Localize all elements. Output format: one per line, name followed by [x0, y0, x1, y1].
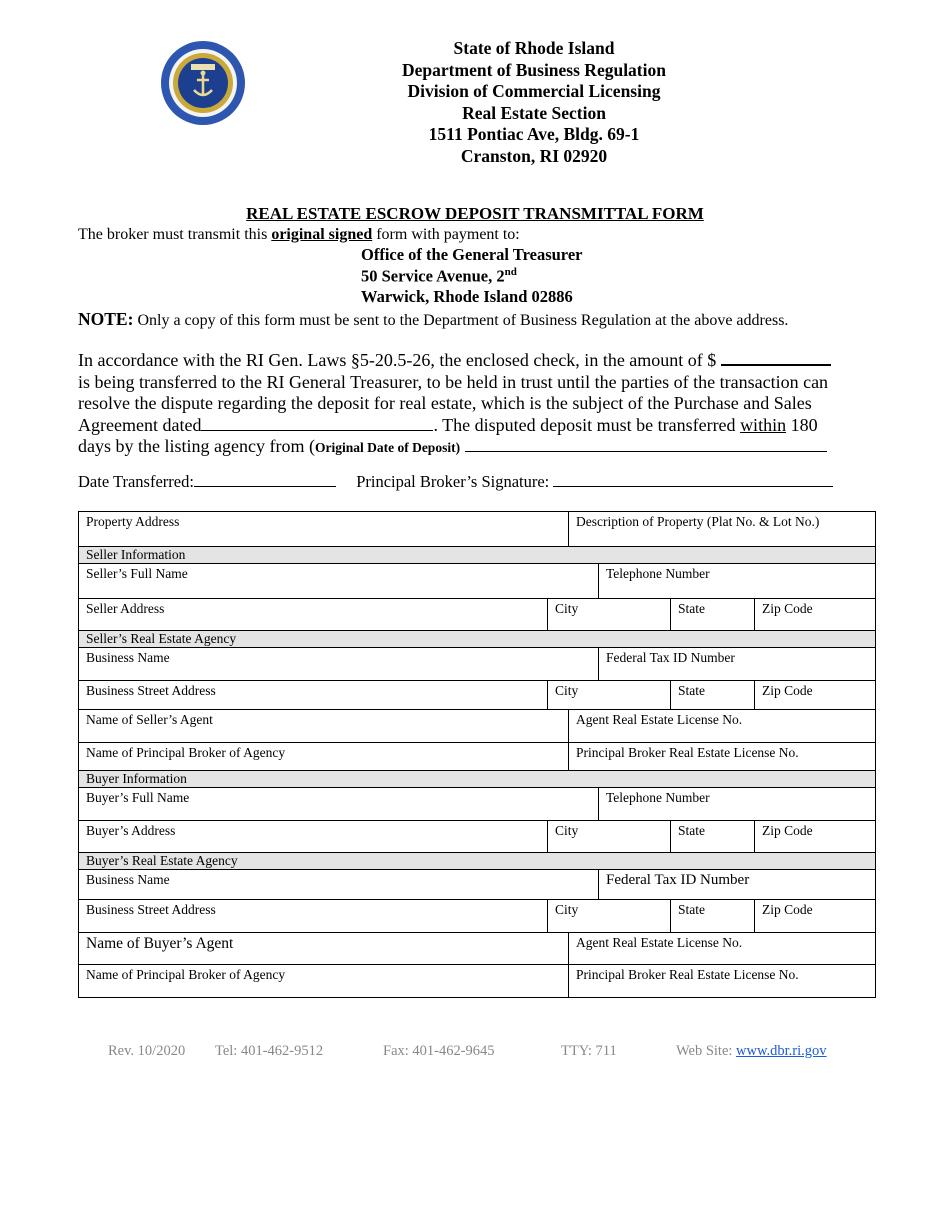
website-link[interactable]: www.dbr.ri.gov [736, 1043, 827, 1059]
seller-telephone-field[interactable] [599, 564, 876, 599]
dbr-seal-logo [160, 40, 246, 126]
buyer-agency-state-field[interactable] [671, 900, 755, 933]
buyer-name-field[interactable] [79, 788, 599, 821]
escrow-form-table [78, 511, 876, 998]
state-label: State [678, 902, 705, 917]
transmit-post: form with payment to: [372, 226, 520, 243]
header-line: 1511 Pontiac Ave, Bldg. 69-1 [428, 124, 640, 144]
business-street-label: Business Street Address [86, 683, 216, 698]
footer-fax: Fax: 401-462-9645 [383, 1043, 495, 1059]
seller-agent-license-field[interactable] [569, 710, 876, 743]
state-label: State [678, 683, 705, 698]
buyer-state-field[interactable] [671, 821, 755, 853]
buyer-fed-tax-field[interactable] [599, 870, 876, 900]
transmit-instruction [78, 226, 520, 244]
signature-row [78, 472, 833, 492]
payee-line2-text: 50 Service Avenue, 2 [361, 266, 505, 286]
header-line: Real Estate Section [462, 102, 606, 123]
date-transferred-label: Date Transferred: [78, 472, 194, 491]
principal-license-label: Principal Broker Real Estate License No. [576, 967, 799, 982]
footer-tel: Tel: 401-462-9512 [215, 1043, 324, 1059]
buyer-agent-field[interactable] [79, 933, 569, 965]
buyer-agency-city-field[interactable] [548, 900, 671, 933]
seller-info-band: Seller Information [79, 547, 876, 564]
city-label: City [555, 601, 579, 616]
note [78, 309, 788, 330]
buyer-agency-band: Buyer’s Real Estate Agency [79, 853, 876, 870]
buyer-address-field[interactable] [79, 821, 548, 853]
header-line: Department of Business Regulation [402, 59, 666, 80]
header-line: Division of Commercial Licensing [407, 81, 661, 101]
body-paragraph [78, 350, 878, 459]
signature-blank[interactable] [553, 472, 833, 487]
buyer-telephone-label: Telephone Number [606, 790, 710, 805]
seller-name-field[interactable] [79, 564, 599, 599]
transmit-pre: The broker must transmit this [78, 226, 272, 243]
buyer-address-label: Buyer’s Address [86, 823, 176, 838]
business-name-label: Business Name [86, 650, 170, 665]
footer-web [676, 1043, 827, 1060]
buyer-agency-zip-field[interactable] [755, 900, 876, 933]
date-transferred-blank[interactable] [194, 472, 336, 487]
seller-telephone-label: Telephone Number [606, 566, 710, 581]
buyer-business-street-field[interactable] [79, 900, 548, 933]
seller-agency-zip-field[interactable] [755, 681, 876, 710]
footer-rev: Rev. 10/2020 [108, 1043, 186, 1059]
principal-broker-label: Name of Principal Broker of Agency [86, 967, 286, 982]
payee-line3: Warwick, Rhode Island 02886 [361, 287, 573, 306]
fed-tax-label: Federal Tax ID Number [606, 650, 735, 665]
seller-state-field[interactable] [671, 599, 755, 631]
seller-business-name-field[interactable] [79, 648, 599, 681]
seller-name-label: Seller’s Full Name [86, 566, 188, 581]
payee-line1: Office of the General Treasurer [361, 245, 583, 264]
business-name-label: Business Name [86, 872, 170, 887]
form-title: REAL ESTATE ESCROW DEPOSIT TRANSMITTAL FORM [246, 204, 704, 223]
payee-line2-sup: nd [504, 266, 517, 278]
original-date-blank[interactable] [465, 437, 827, 452]
agency-header [330, 38, 738, 167]
buyer-city-field[interactable] [548, 821, 671, 853]
zip-label: Zip Code [762, 683, 813, 698]
seller-principal-license-field[interactable] [569, 743, 876, 771]
seller-address-field[interactable] [79, 599, 548, 631]
body-line2: is being transferred to the RI General Treasurer, to be held in trust until the parties of the transaction can [78, 371, 829, 392]
principal-license-label: Principal Broker Real Estate License No. [576, 745, 799, 760]
body-line5a: days by the listing agency from ( [78, 436, 315, 456]
property-address-label: Property Address [86, 514, 180, 529]
property-address-field[interactable] [79, 512, 569, 547]
footer-web-label: Web Site: [676, 1043, 737, 1059]
seller-fed-tax-field[interactable] [599, 648, 876, 681]
state-label: State [678, 601, 705, 616]
buyer-principal-license-field[interactable] [569, 965, 876, 998]
seller-address-label: Seller Address [86, 601, 165, 616]
buyer-info-band: Buyer Information [79, 771, 876, 788]
zip-label: Zip Code [762, 601, 813, 616]
seller-agency-band: Seller’s Real Estate Agency [79, 631, 876, 648]
buyer-business-name-field[interactable] [79, 870, 599, 900]
footer-tty: TTY: 711 [561, 1043, 617, 1059]
state-label: State [678, 823, 705, 838]
body-line4b: . The disputed deposit must be transferred [433, 414, 741, 435]
note-label: NOTE: [78, 309, 134, 329]
note-text: Only a copy of this form must be sent to the Department of Business Regulation at the above address. [133, 312, 789, 329]
seller-principal-broker-field[interactable] [79, 743, 569, 771]
agreement-date-blank[interactable] [201, 416, 433, 431]
seller-agent-label: Name of Seller’s Agent [86, 712, 213, 727]
amount-blank[interactable] [721, 350, 831, 366]
fed-tax-label: Federal Tax ID Number [606, 872, 750, 888]
body-line4a: Agreement dated [78, 414, 202, 435]
city-label: City [555, 902, 579, 917]
payee-line2 [361, 266, 517, 287]
body-within: within [740, 414, 787, 435]
zip-label: Zip Code [762, 823, 813, 838]
body-line4d: 180 [786, 414, 818, 435]
buyer-telephone-field[interactable] [599, 788, 876, 821]
buyer-agent-label: Name of Buyer’s Agent [86, 935, 234, 952]
header-line: Cranston, RI 02920 [460, 145, 608, 166]
buyer-name-label: Buyer’s Full Name [86, 790, 190, 805]
principal-broker-label: Name of Principal Broker of Agency [86, 745, 286, 760]
buyer-principal-broker-field[interactable] [79, 965, 569, 998]
seller-agent-field[interactable] [79, 710, 569, 743]
zip-label: Zip Code [762, 902, 813, 917]
agent-license-label: Agent Real Estate License No. [576, 935, 743, 950]
original-date-label: Original Date of Deposit) [314, 440, 461, 455]
buyer-zip-field[interactable] [755, 821, 876, 853]
buyer-agent-license-field[interactable] [569, 933, 876, 965]
body-line3: resolve the dispute regarding the deposit for real estate, which is the subject of the Purchase and Sales [78, 393, 812, 413]
signature-label: Principal Broker’s Signature: [356, 472, 550, 491]
seller-city-field[interactable] [548, 599, 671, 631]
business-street-label: Business Street Address [86, 902, 216, 917]
seller-agency-state-field[interactable] [671, 681, 755, 710]
city-label: City [555, 823, 579, 838]
seller-zip-field[interactable] [755, 599, 876, 631]
property-description-label: Description of Property (Plat No. & Lot No.) [576, 514, 820, 529]
property-description-field[interactable] [569, 512, 876, 547]
city-label: City [555, 683, 579, 698]
seller-agency-city-field[interactable] [548, 681, 671, 710]
header-line: State of Rhode Island [453, 38, 615, 58]
seller-business-street-field[interactable] [79, 681, 548, 710]
transmit-emph: original signed [271, 226, 373, 243]
body-line1: In accordance with the RI Gen. Laws §5-20.5-26, the enclosed check, in the amount of $ [78, 350, 717, 370]
agent-license-label: Agent Real Estate License No. [576, 712, 743, 727]
